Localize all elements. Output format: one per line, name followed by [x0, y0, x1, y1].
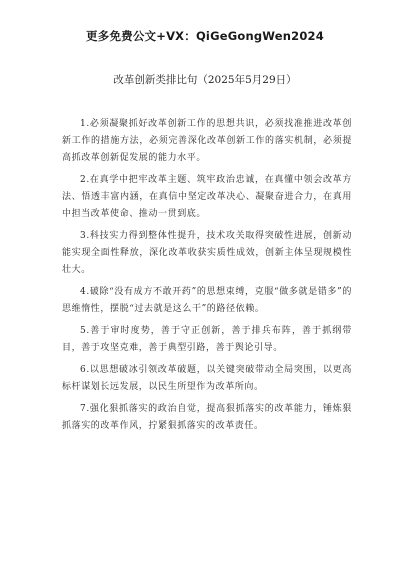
paragraph-1: 1.必须凝聚抓好改革创新工作的思想共识，必须找准推进改革创新工作的措施方法，必须完善深化改革创新工作的落实机制，必须提高抓改革创新促发展的能力水平。 — [62, 119, 352, 163]
paragraph-2: 2.在真学中把牢改革主题、筑牢政治忠诚，在真懂中领会改革方法、悟透丰富内涵，在真信中坚定改革决心、凝聚奋进合力，在真用中担当改革使命、推动一贯到底。 — [62, 175, 352, 219]
paragraph-5: 5.善于审时度势，善于守正创新，善于排兵布阵，善于抓纲带目，善于攻坚克难，善于典型引路，善于舆论引导。 — [62, 326, 352, 353]
paragraph-7: 7.强化狠抓落实的政治自觉，提高狠抓落实的改革能力，锤炼狠抓落实的改革作风，拧紧狠抓落实的改革责任。 — [62, 404, 352, 431]
document-body — [62, 116, 352, 440]
paragraph-6: 6.以思想破冰引领改革破题，以关键突破带动全局突围，以更高标杆谋划长远发展，以民生所望作为改革所向。 — [62, 365, 352, 392]
paragraph-3: 3.科技实力得到整体性提升，技术攻关取得突破性进展，创新动能实现全面性释放，深化改革收获实质性成效，创新主体呈现规模性壮大。 — [62, 231, 352, 275]
document-title: 改革创新类排比句（2025年5月29日） — [113, 74, 297, 86]
promo-header: 更多免费公文+VX：QiGeGongWen2024 — [86, 29, 324, 43]
paragraph-4: 4.破除“没有成方不敢开药”的思想束缚，克服“做多就是错多”的思维惰性，摆脱“过去就是这么干”的路径依赖。 — [62, 287, 352, 314]
